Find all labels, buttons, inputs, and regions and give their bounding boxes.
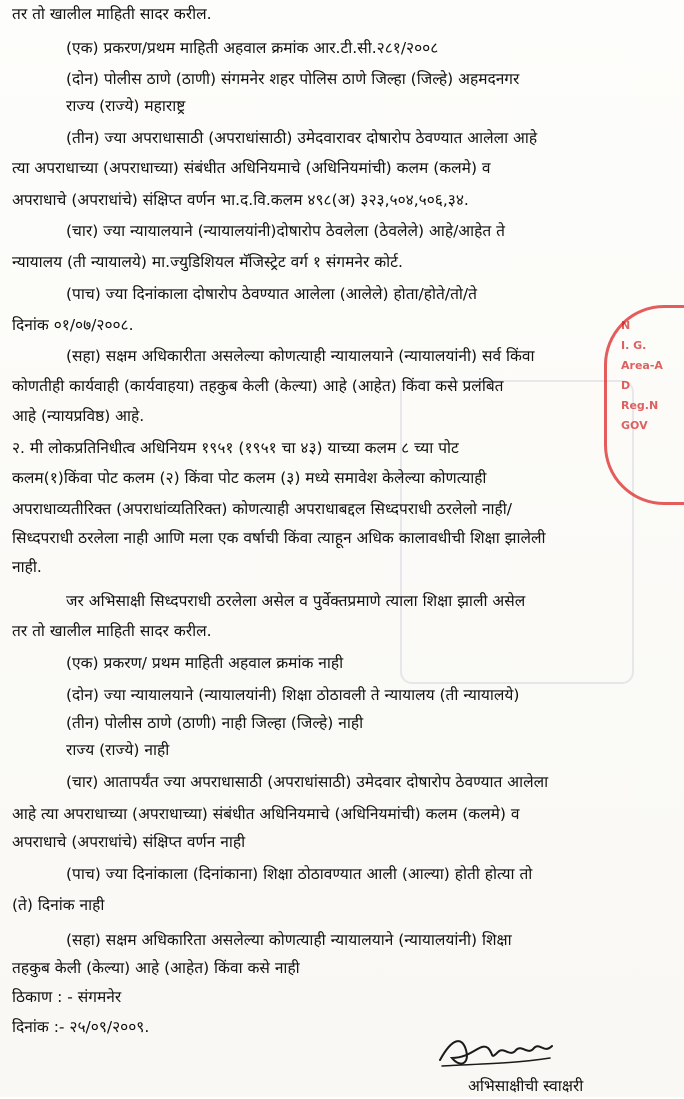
text-line: नाही. [12, 558, 42, 576]
text-line: (पाच) ज्या दिनांकाला (दिनांकाना) शिक्षा ठोठावण्यात आली (आल्या) होती होत्या तो [66, 865, 533, 883]
text-line: त्या अपराधाच्या (अपराधाच्या) संबंधीत अधिनियमाचे (अधिनियमांची) कलम (कलमे) व [12, 159, 491, 177]
signature-label: अभिसाक्षीची स्वाक्षरी [468, 1077, 584, 1095]
stamp-line: I. G. [621, 339, 647, 352]
text-line: (एक) प्रकरण/प्रथम माहिती अहवाल क्रमांक आर.टी.सी.२८१/२००८ [66, 39, 439, 57]
stamp-line: Area-A [621, 359, 663, 372]
text-line: आहे त्या अपराधाच्या (अपराधाच्या) संबंधीत अधिनियमाचे (अधिनियमांची) कलम (कलमे) व [12, 805, 520, 823]
text-line: (दोन) पोलीस ठाणे (ठाणी) संगमनेर शहर पोलिस ठाणे जिल्हा (जिल्हे) अहमदनगर [66, 70, 520, 88]
handwritten-signature [432, 1028, 582, 1078]
text-line: आहे (न्यायप्रविष्ठ) आहे. [12, 407, 145, 425]
stamp-line: Reg.N [621, 399, 659, 412]
text-line: (एक) प्रकरण/ प्रथम माहिती अहवाल क्रमांक नाही [66, 654, 344, 672]
text-line: जर अभिसाक्षी सिध्दपराधी ठरलेला असेल व पुर्वेक्तप्रमाणे त्याला शिक्षा झाली असेल [66, 592, 526, 610]
text-line: (पाच) ज्या दिनांकाला दोषारोप ठेवण्यात आलेला (आलेले) होता/होते/तो/ते [66, 285, 477, 303]
text-line: (सहा) सक्षम अधिकारिता असलेल्या कोणत्याही न्यायालयाने (न्यायालयांनी) शिक्षा [66, 931, 512, 949]
date-line: दिनांक :- २५/०९/२००९. [12, 1018, 150, 1036]
text-line: (सहा) सक्षम अधिकारीता असलेल्या कोणत्याही न्यायालयाने (न्यायालयांनी) सर्व किंवा [66, 347, 535, 365]
text-line: तर तो खालील माहिती सादर करील. [12, 622, 212, 640]
stamp-side-text: GOV [621, 419, 648, 432]
text-line: अपराधाचे (अपराधांचे) संक्षिप्त वर्णन भा.द.वि.कलम ४९८(अ) ३२३,५०४,५०६,३४. [12, 191, 469, 209]
text-line: कलम(१)किंवा पोट कलम (२) किंवा पोट कलम (३) मध्ये समावेश केलेल्या कोणत्याही [12, 469, 487, 487]
text-line: सिध्दपराधी ठरलेला नाही आणि मला एक वर्षाची किंवा त्याहून अधिक कालावधीची शिक्षा झालेली [12, 529, 546, 547]
text-line: तर तो खालील माहिती सादर करील. [12, 5, 212, 23]
text-line: राज्य (राज्ये) नाही [66, 741, 170, 759]
text-line: (तीन) ज्या अपराधासाठी (अपराधांसाठी) उमेदवारावर दोषारोप ठेवण्यात आलेला आहे [66, 129, 538, 147]
text-line: न्यायालय (ती न्यायालये) मा.ज्युडिशियल मॅजिस्ट्रेट वर्ग १ संगमनेर कोर्ट. [12, 253, 403, 271]
text-line: (चार) ज्या न्यायालयाने (न्यायालयांनी)दोषारोप ठेवलेला (ठेवलेले) आहे/आहेत ते [66, 222, 505, 240]
stamp-letter: N [621, 319, 631, 332]
text-line: (तीन) पोलीस ठाणे (ठाणी) नाही जिल्हा (जिल्हे) नाही [66, 714, 364, 732]
text-line: तहकुब केली (केल्या) आहे (आहेत) किंवा कसे नाही [12, 959, 300, 977]
text-line: (दोन) ज्या न्यायालयाने (न्यायालयांनी) शिक्षा ठोठावली ते न्यायालय (ती न्यायालये) [66, 686, 520, 704]
text-line: (चार) आतापर्यंत ज्या अपराधासाठी (अपराधांसाठी) उमेदवार दोषारोप ठेवण्यात आलेला [66, 773, 549, 791]
text-line: अपराधाव्यतीरिक्त (अपराधांव्यतिरिक्त) कोणत्याही अपराधाबद्दल सिध्दपराधी ठरलेलो नाही/ [12, 500, 513, 518]
text-line: राज्य (राज्ये) महाराष्ट्र [66, 97, 186, 115]
text-line: अपराधाचे (अपराधांचे) संक्षिप्त वर्णन नाही [12, 833, 246, 851]
text-line: कोणतीही कार्यवाही (कार्यवाहया) तहकुब केली (केल्या) आहे (आहेत) किंवा कसे प्रलंबित [12, 377, 504, 395]
stamp-line: D [621, 379, 631, 392]
text-line: दिनांक ०१/०७/२००८. [12, 316, 134, 334]
place-line: ठिकाण : - संगमनेर [12, 988, 122, 1006]
text-line: २. मी लोकप्रतिनिधीत्व अधिनियम १९५१ (१९५१ चा ४३) याच्या कलम ८ च्या पोट [12, 439, 459, 457]
text-line: (ते) दिनांक नाही [12, 896, 105, 914]
